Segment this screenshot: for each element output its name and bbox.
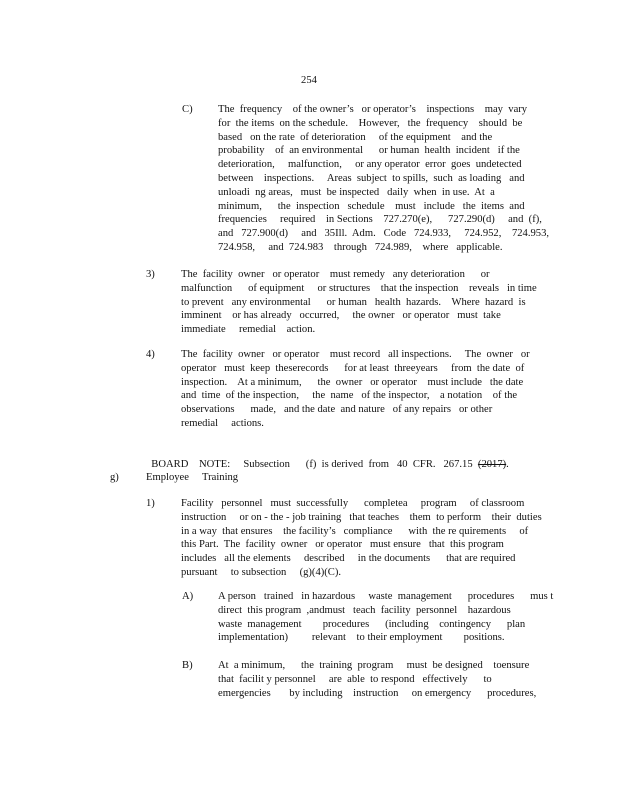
text-line: direct this program ,andmust teach facility personnel hazardous: [218, 604, 511, 616]
item-3-label: 3): [146, 269, 155, 280]
board-note-struck-text: (2017): [477, 458, 507, 470]
text-line: that facilit y personnel are able to respond effectively to: [218, 673, 492, 685]
text-line: to prevent any environmental or human health hazards. Where hazard is: [181, 296, 526, 308]
text-line: pursuant to subsection (g)(4)(C).: [181, 566, 342, 578]
text-line: At a minimum, the training program must be designed toensure: [218, 660, 530, 671]
text-line: The facility owner or operator must remedy any deterioration or: [181, 269, 490, 280]
text-line: emergencies by including instruction on emergency procedures,: [218, 687, 537, 699]
text-line: in a way that ensures the facility’s compliance with the re quirements of: [181, 525, 529, 537]
subsection-g-heading: Employee Training: [146, 472, 239, 483]
text-line: based on the rate of deterioration of the equipment and the: [218, 131, 493, 143]
item-g-1-label: 1): [146, 498, 155, 509]
text-line: inspection. At a minimum, the owner or operator must include the date: [181, 376, 524, 388]
text-line: minimum, the inspection schedule must include the items and: [218, 200, 525, 212]
item-c-text: [218, 103, 548, 255]
text-line: and 727.900(d) and 35Ill. Adm. Code 724.933, 724.952, 724.953,: [218, 228, 550, 240]
text-line: The facility owner or operator must record all inspections. The owner or: [181, 349, 530, 360]
subsection-g-label: g): [110, 472, 119, 483]
text-line: between inspections. Areas subject to spills, such as loading and: [218, 172, 525, 184]
item-g-1-text: [181, 497, 541, 580]
text-line: frequencies required in Sections 727.270(e), 727.290(d) and (f),: [218, 214, 542, 226]
text-line: The frequency of the owner’s or operator’s inspections may vary: [218, 104, 528, 115]
text-line: imminent or has already occurred, the owner or operator must take: [181, 310, 501, 322]
text-line: this Part. The facility owner or operator must ensure that this program: [181, 539, 504, 551]
text-line: instruction or on - the - job training that teaches them to perform their duties: [181, 511, 542, 523]
text-line: observations made, and the date and nature of any repairs or other: [181, 404, 493, 416]
text-line: 724.958, and 724.983 through 724.989, where applicable.: [218, 241, 503, 253]
item-g-1-b-text: [218, 659, 548, 700]
item-4-label: 4): [146, 349, 155, 360]
text-line: Facility personnel must successfully completea program of classroom: [181, 498, 525, 509]
text-line: and time of the inspection, the name of the inspector, a notation of the: [181, 390, 518, 402]
text-line: malfunction of equipment or structures that the inspection reveals in time: [181, 282, 537, 294]
board-note: [146, 444, 509, 472]
item-g-1-b-label: B): [182, 660, 193, 671]
item-3-text: [181, 268, 541, 337]
board-note-text: BOARD NOTE: Subsection (f) is derived from 40 CFR. 267.15: [151, 458, 478, 470]
text-line: probability of an environmental or human health incident if the: [218, 145, 520, 157]
text-line: deterioration, malfunction, or any operator error goes undetected: [218, 159, 522, 171]
text-line: immediate remedial action.: [181, 324, 316, 336]
item-c-label: C): [182, 104, 193, 115]
text-line: remedial actions.: [181, 417, 264, 429]
text-line: includes all the elements described in the documents that are required: [181, 553, 516, 565]
text-line: operator must keep theserecords for at least threeyears from the date of: [181, 362, 525, 374]
item-4-text: [181, 348, 541, 431]
text-line: waste management procedures (including contingency plan: [218, 618, 526, 630]
text-line: for the items on the schedule. However, the frequency should be: [218, 117, 523, 129]
text-line: A person trained in hazardous waste management procedures mus t: [218, 591, 554, 602]
item-g-1-a-text: [218, 590, 554, 645]
text-line: implementation) relevant to their employment positions.: [218, 632, 505, 644]
text-line: unloadi ng areas, must be inspected daily when in use. At a: [218, 186, 495, 198]
item-g-1-a-label: A): [182, 591, 194, 602]
board-note-trail: .: [506, 458, 509, 470]
page-number: 254: [301, 75, 317, 86]
